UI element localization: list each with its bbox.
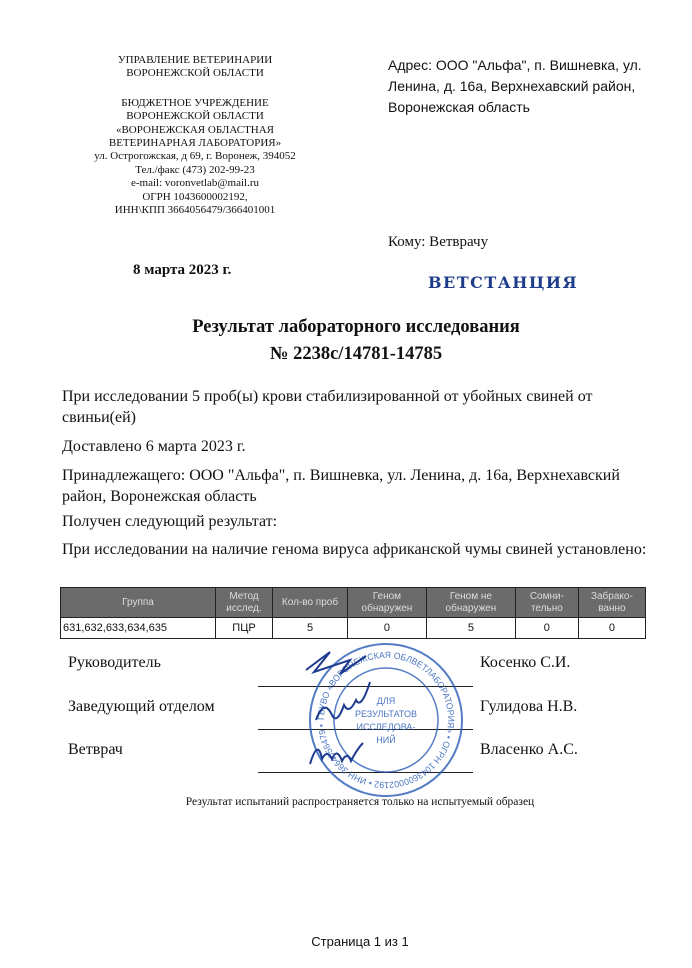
col-header: Сомни-тельно	[515, 588, 578, 618]
title-line: Результат лабораторного исследования	[192, 317, 520, 337]
recipient: Кому: Ветврачу	[388, 234, 489, 250]
institution-address: ул. Острогожская, д 69, г. Воронеж, 394052	[94, 150, 296, 163]
cell: 631,632,633,634,635	[61, 618, 216, 639]
finding-text: При исследовании на наличие генома вируса африканской чумы свиней установлено:	[62, 541, 647, 558]
stamp-center-text: РЕЗУЛЬТАТОВ	[354, 709, 418, 719]
institution-ogrn: ОГРН 1043600002192,	[142, 190, 248, 203]
institution-line: ВОРОНЕЖСКОЙ ОБЛАСТИ	[126, 110, 264, 123]
delivered-text: Доставлено 6 марта 2023 г.	[62, 438, 246, 455]
col-header: Кол-во проб	[273, 588, 348, 618]
institution-phone: Тел./факс (473) 202-99-23	[135, 163, 255, 176]
institution-email: e-mail: voronvetlab@mail.ru	[130, 177, 260, 190]
signature-name: Косенко С.И.	[480, 654, 571, 671]
institution-line: ВЕТЕРИНАРНАЯ ЛАБОРАТОРИЯ»	[108, 137, 282, 150]
signature-name: Гулидова Н.В.	[480, 698, 578, 715]
col-header: Забрако-ванно	[578, 588, 645, 618]
owner-text: Принадлежащего: ООО "Альфа", п. Вишневка, ул. Ленина, д. 16а, Верхнехавский район, Воронежская область	[62, 467, 620, 505]
col-header: Геном обнаружен	[348, 588, 427, 618]
col-header: Группа	[61, 588, 216, 618]
document-number: № 2238с/14781-14785	[269, 344, 443, 364]
recipient-address: Адрес: ООО "Альфа", п. Вишневка, ул. Ленина, д. 16а, Верхнехавский район, Воронежская область	[388, 57, 642, 115]
received-text: Получен следующий результат:	[62, 513, 278, 530]
institution-line: «ВОРОНЕЖСКАЯ ОБЛАСТНАЯ	[115, 123, 275, 136]
cell: 0	[348, 618, 427, 639]
stamp-center-text: ДЛЯ	[376, 696, 396, 706]
signature-role: Заведующий отделом	[68, 698, 215, 715]
organization-header	[55, 54, 335, 217]
table-header-row	[61, 588, 646, 618]
study-text: При исследовании 5 проб(ы) крови стабилизированной от убойных свиней от свиньи(ей)	[62, 388, 593, 426]
page-number: Страница 1 из 1	[311, 934, 409, 949]
col-header: Метод исслед.	[216, 588, 273, 618]
cell: 0	[578, 618, 645, 639]
station-stamp: ВЕТСТАНЦИЯ	[428, 273, 579, 292]
stamp-center-text: ИССЛЕДОВА-	[356, 722, 416, 732]
institution-line: БЮДЖЕТНОЕ УЧРЕЖДЕНИЕ	[121, 96, 269, 109]
signature-name: Власенко А.С.	[480, 741, 578, 758]
stamp-ring-text: ГБУВО «ВОРОНЕЖСКАЯ ОБЛВЕТЛАБОРАТОРИЯ» • ОГРН 1043600002192 • ИНН 3664056479 •	[315, 649, 457, 791]
cell: 0	[515, 618, 578, 639]
cell: 5	[426, 618, 515, 639]
col-header: Геном не обнаружен	[426, 588, 515, 618]
official-stamp	[296, 630, 476, 810]
dept-line: ВОРОНЕЖСКОЙ ОБЛАСТИ	[126, 67, 264, 80]
dept-line: УПРАВЛЕНИЕ ВЕТЕРИНАРИИ	[117, 54, 273, 66]
stamp-center-text: НИЙ	[376, 735, 396, 745]
document-title	[0, 314, 692, 368]
cell: 5	[273, 618, 348, 639]
signature-role: Ветврач	[68, 741, 123, 758]
disclaimer-note: Результат испытаний распространяется только на испытуемый образец	[185, 796, 535, 808]
institution-inn: ИНН\КПП 3664056479/366401001	[114, 204, 276, 217]
cell: ПЦР	[216, 618, 273, 639]
signature-role: Руководитель	[68, 654, 161, 671]
document-date: 8 марта 2023 г.	[133, 262, 232, 278]
